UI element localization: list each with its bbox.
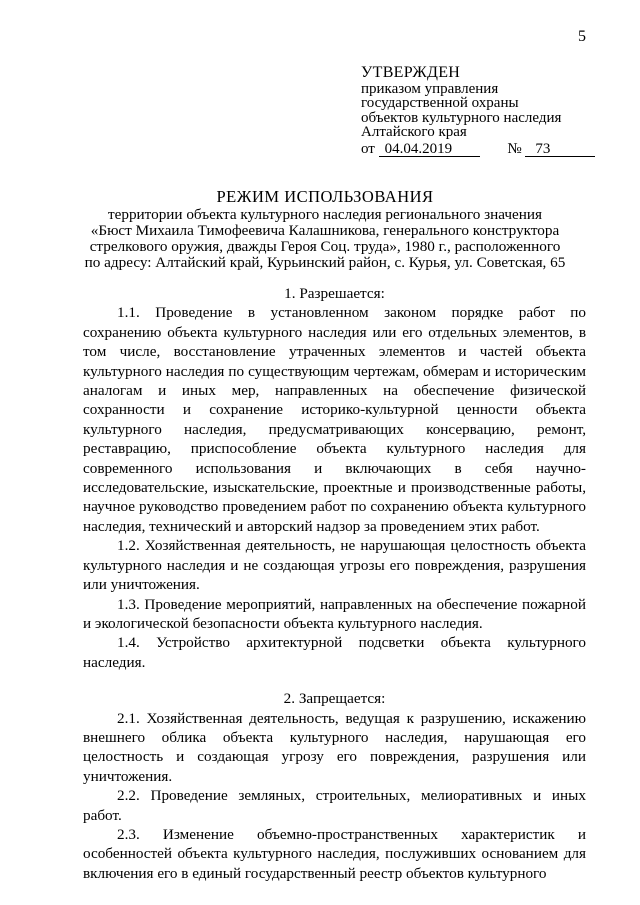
approval-block: [361, 66, 595, 157]
order-number: 73: [525, 142, 595, 158]
approval-line: Алтайского края: [361, 124, 467, 140]
document-title: РЕЖИМ ИСПОЛЬЗОВАНИЯ: [216, 187, 434, 206]
subtitle-line: «Бюст Михаила Тимофеевича Калашникова, генерального конструктора: [90, 222, 560, 239]
approval-line: государственной охраны: [361, 95, 519, 111]
subtitle-line: стрелкового оружия, дважды Героя Соц. труда», 1980 г., расположенного: [89, 238, 561, 255]
clause-2-1: 2.1. Хозяйственная деятельность, ведущая к разрушению, искажению внешнего облика объекта культурного наследия, нарушающая его целостность и создающая угрозу его повреждения, разрушения или уничтожения.: [83, 709, 586, 785]
document-body: [83, 284, 586, 883]
clause-1-2: 1.2. Хозяйственная деятельность, не нарушающая целостность объекта культурного наследия и не создающая угрозы его повреждения, разрушения или уничтожения.: [83, 537, 586, 594]
date-label: от: [361, 140, 375, 157]
order-date: 04.04.2019: [379, 142, 480, 158]
subtitle-line: по адресу: Алтайский край, Курьинский район, с. Курья, ул. Советская, 65: [84, 254, 566, 271]
order-row: [361, 142, 595, 158]
approval-stamp: УТВЕРЖДЕН: [361, 64, 461, 81]
clause-2-2: 2.2. Проведение земляных, строительных, мелиоративных и иных работ.: [83, 787, 586, 824]
number-label: №: [507, 140, 522, 157]
clause-2-3: 2.3. Изменение объемно-пространственных характеристик и особенностей объекта культурного наследия, послуживших основанием для включения его в единый государственный реестр объектов культурного: [83, 825, 586, 882]
section-spacer: [83, 672, 586, 689]
approval-line: приказом управления: [361, 80, 499, 97]
section-heading: 1. Разрешается:: [284, 285, 385, 302]
clause-1-1: 1.1. Проведение в установленном законом порядке работ по сохранению объекта культурного наследия или его отдельных элементов, в том числе, восстановление утраченных элементов и частей объекта культурного наследия по существующим чертежам, обмерам и историческим аналогам и иных мер, направленных на обеспечение физической сохранности и сохранение историко-культурной ценности объекта культурного наследия, предусматривающих консервацию, ремонт, реставрацию, приспособление объекта культурного наследия для современного использования и включающих в себя научно-исследовательские, изыскательские, проектные и производственные работы, научное руководство проведением работ по сохранению объекта культурного наследия, технический и авторский надзор за проведением этих работ.: [83, 304, 586, 535]
subtitle-line: территории объекта культурного наследия регионального значения: [107, 206, 543, 223]
clause-1-3: 1.3. Проведение мероприятий, направленных на обеспечение пожарной и экологической безопасности объекта культурного наследия.: [83, 595, 586, 632]
page-number: 5: [578, 28, 586, 45]
section-heading: 2. Запрещается:: [283, 690, 386, 708]
title-block: [80, 189, 570, 271]
approval-line: объектов культурного наследия: [361, 109, 562, 126]
clause-1-4: 1.4. Устройство архитектурной подсветки объекта культурного наследия.: [83, 634, 586, 671]
